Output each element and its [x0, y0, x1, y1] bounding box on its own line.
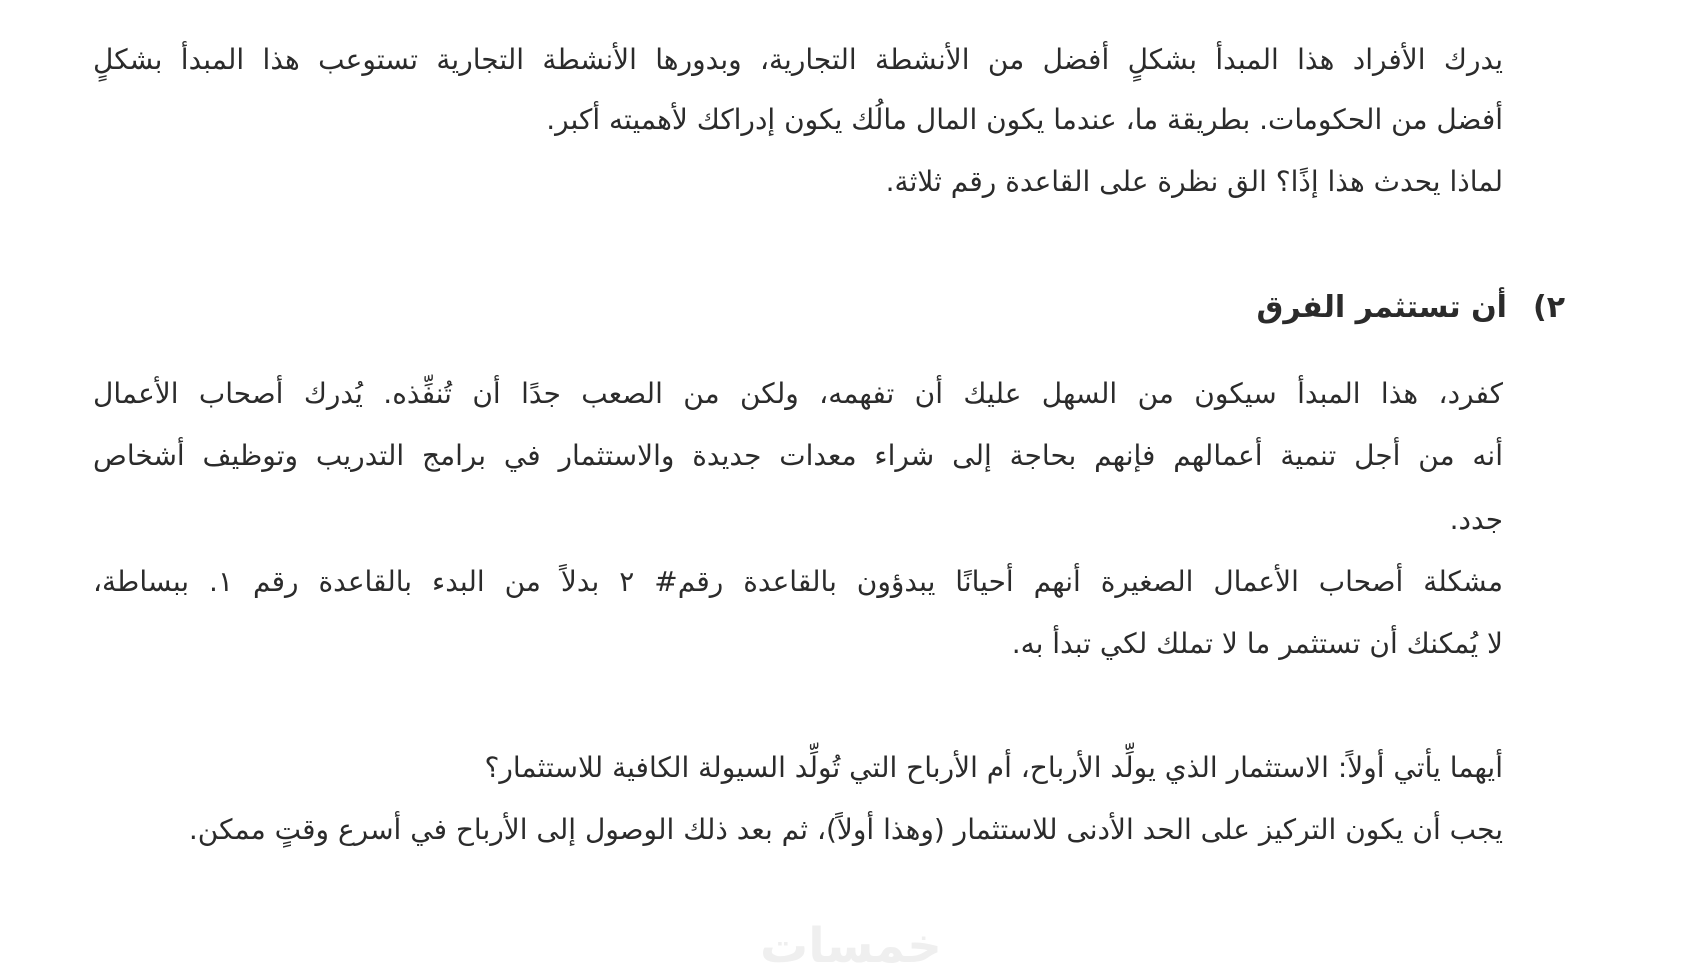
paragraph-1-line-1: يدرك الأفراد هذا المبدأ بشكلٍ أفضل من الأنشطة التجارية، وبدورها الأنشطة التجارية تستوعب هذا المبدأ بشكلٍ [93, 43, 1503, 76]
section-heading [565, 286, 1565, 330]
section-number: ٢) [1532, 290, 1565, 325]
paragraph-1-line-3: لماذا يحدث هذا إذًا؟ الق نظرة على القاعدة رقم ثلاثة. [885, 165, 1503, 198]
paragraph-3-line-2: لا يُمكنك أن تستثمر ما لا تملك لكي تبدأ به. [1011, 627, 1503, 660]
paragraph-2-line-3: جدد. [1449, 503, 1503, 536]
paragraph-2-line-2: أنه من أجل تنمية أعمالهم فإنهم بحاجة إلى شراء معدات جديدة والاستثمار في برامج التدريب وتوظيف أشخاص [93, 439, 1503, 472]
paragraph-4-line-2: يجب أن يكون التركيز على الحد الأدنى للاستثمار (وهذا أولاً)، ثم بعد ذلك الوصول إلى الأرباح في أسرع وقتٍ ممكن. [188, 813, 1503, 846]
paragraph-1-line-2: أفضل من الحكومات. بطريقة ما، عندما يكون المال مالُك يكون إدراكك لأهميته أكبر. [546, 103, 1503, 136]
watermark-logo: خمسات [760, 918, 942, 974]
paragraph-3-line-1: مشكلة أصحاب الأعمال الصغيرة أنهم أحيانًا يبدؤون بالقاعدة رقم# ٢ بدلاً من البدء بالقاعدة رقم ١. ببساطة، [93, 565, 1504, 598]
paragraph-2-line-1: كفرد، هذا المبدأ سيكون من السهل عليك أن تفهمه، ولكن من الصعب جدًا أن تُنفِّذه. يُدرك أصحاب الأعمال [93, 377, 1503, 410]
section-title: أن تستثمر الفرق [1256, 290, 1507, 325]
paragraph-4-line-1: أيهما يأتي أولاً: الاستثمار الذي يولِّد الأرباح، أم الأرباح التي تُولِّد السيولة الكافية للاستثمار؟ [484, 751, 1503, 784]
